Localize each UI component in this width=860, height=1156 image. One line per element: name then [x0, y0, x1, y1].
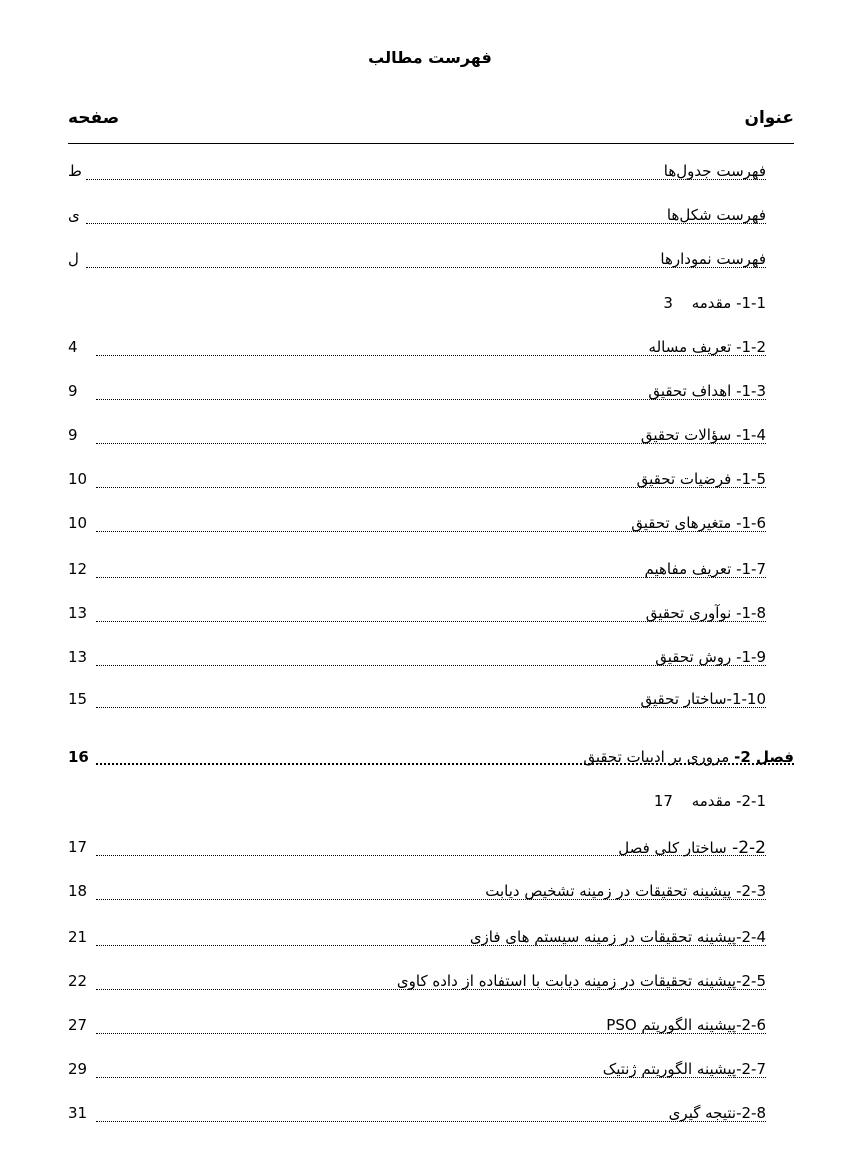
toc-entry-number: 1-7- — [736, 560, 766, 578]
toc-entry-number: 2-8- — [736, 1104, 766, 1122]
toc-entry-text — [646, 382, 766, 400]
toc-entry-title: مقدمه — [691, 792, 732, 810]
toc-entry-text — [601, 1060, 766, 1078]
page-column-header: صفحه — [68, 108, 120, 128]
toc-entry-text — [652, 792, 766, 810]
toc-entry-page: ل — [68, 250, 79, 268]
toc-entry-page: 9 — [68, 382, 78, 400]
toc-entry-title: نوآوری تحقیق — [645, 604, 732, 622]
dot-leader — [96, 531, 766, 532]
toc-entry[interactable] — [68, 1104, 766, 1128]
dot-leader — [96, 355, 766, 356]
toc-entry-page: 22 — [68, 972, 88, 990]
toc-entry[interactable] — [68, 514, 766, 538]
toc-entry[interactable] — [68, 162, 766, 186]
toc-entry-title: ساختار تحقیق — [640, 690, 727, 708]
toc-entry-number: 2-4- — [736, 928, 766, 946]
toc-entry[interactable] — [68, 690, 766, 714]
toc-entry-title: سؤالات تحقیق — [640, 426, 732, 444]
toc-entry-number: 2-2- — [732, 838, 766, 858]
dot-leader — [96, 443, 766, 444]
toc-entry-text: فهرست شکل‌ها — [666, 206, 766, 224]
toc-entry-title: تعریف مفاهیم — [644, 560, 732, 578]
toc-entry-title: پیشینه الگوریتم ژنتیک — [602, 1060, 737, 1078]
toc-entry-page: 17 — [68, 838, 88, 856]
header-rule — [68, 143, 794, 144]
toc-entry[interactable] — [68, 882, 766, 906]
toc-entry-page: 16 — [68, 748, 89, 766]
toc-entry-title: روش تحقیق — [655, 648, 732, 666]
dot-leader — [96, 989, 766, 990]
toc-entry-title: مقدمه — [691, 294, 732, 312]
toc-entry-title: پیشینه تحقیقات در زمینه سیستم های فازی — [469, 928, 737, 946]
toc-entry-title: متغیرهای تحقیق — [631, 514, 732, 532]
toc-entry[interactable] — [68, 928, 766, 952]
toc-entry-title: تعریف مساله — [648, 338, 732, 356]
toc-chapter-entry[interactable] — [68, 748, 794, 772]
toc-entry-title: اهداف تحقیق — [648, 382, 732, 400]
toc-entry[interactable] — [68, 382, 766, 406]
toc-entry-text — [629, 514, 766, 532]
dot-leader — [86, 223, 766, 224]
toc-entry-page: ط — [68, 162, 82, 180]
toc-entry[interactable] — [68, 294, 766, 318]
dot-leader — [96, 1121, 766, 1122]
toc-entry-page: 13 — [68, 604, 88, 622]
title-column-header: عنوان — [744, 108, 794, 128]
toc-entry-number: 2-5- — [736, 972, 766, 990]
toc-entry-page: 4 — [68, 338, 78, 356]
toc-entry-page: 13 — [68, 648, 88, 666]
toc-entry[interactable] — [68, 426, 766, 450]
dot-leader — [96, 1033, 766, 1034]
toc-entry[interactable] — [68, 250, 766, 274]
toc-entry-number: 1-2- — [736, 338, 766, 356]
toc-entry[interactable] — [68, 470, 766, 494]
toc-entry-title: مروری بر ادبیات تحقیق — [583, 748, 730, 766]
dot-leader — [96, 855, 766, 856]
toc-entry-page: 27 — [68, 1016, 88, 1034]
toc-entry-page: 15 — [68, 690, 88, 708]
toc-entry[interactable] — [68, 972, 766, 996]
toc-entry[interactable] — [68, 838, 766, 862]
toc-entry-text: فهرست جدول‌ها — [663, 162, 766, 180]
toc-entry-text — [639, 426, 766, 444]
toc-entry-number: فصل 2- — [734, 748, 794, 766]
toc-entry-text — [647, 338, 766, 356]
toc-entry-title: پیشینه تحقیقات در زمینه تشخیص دیابت — [485, 882, 732, 900]
toc-entry-number: 1-3- — [736, 382, 766, 400]
toc-entry-text — [653, 648, 766, 666]
toc-entry-page: 10 — [68, 470, 88, 488]
toc-entry-page: 9 — [68, 426, 78, 444]
toc-entry-page: 18 — [68, 882, 88, 900]
toc-entry-text — [639, 690, 766, 708]
toc-entry[interactable] — [68, 1060, 766, 1084]
toc-entry[interactable] — [68, 648, 766, 672]
toc-entry-number: 2-3- — [736, 882, 766, 900]
toc-entry-text — [483, 882, 766, 900]
toc-entry-title: پیشینه تحقیقات در زمینه دیابت با استفاده از داده کاوی — [396, 972, 737, 990]
toc-entry-text — [604, 1016, 766, 1034]
toc-entry-text — [468, 928, 766, 946]
toc-entry-page: 12 — [68, 560, 88, 578]
dot-leader — [96, 399, 766, 400]
toc-entry-text: فهرست نمودارها — [660, 250, 766, 268]
toc-entry-number: 1-9- — [736, 648, 766, 666]
toc-entry-text — [635, 470, 766, 488]
toc-entry-text — [644, 604, 766, 622]
toc-entry[interactable] — [68, 560, 766, 584]
toc-entry-number: 1-4- — [736, 426, 766, 444]
toc-entry[interactable] — [68, 792, 766, 816]
toc-entry-number: 1-8- — [736, 604, 766, 622]
toc-entry[interactable] — [68, 338, 766, 362]
dot-leader — [96, 707, 766, 708]
toc-entry[interactable] — [68, 604, 766, 628]
dot-leader — [86, 179, 766, 180]
toc-entry-page: ی — [68, 206, 80, 224]
toc-entry-text — [643, 560, 766, 578]
toc-entry-number: 2-7- — [736, 1060, 766, 1078]
toc-entry-number: 1-5- — [736, 470, 766, 488]
toc-entry-page: 17 — [653, 792, 673, 810]
toc-entry-text — [395, 972, 766, 990]
dot-leader — [96, 665, 766, 666]
dot-leader — [96, 763, 794, 765]
toc-entry[interactable] — [68, 1016, 766, 1040]
toc-entry-title: ساختار کلی فصل — [618, 839, 727, 857]
toc-entry-page: 10 — [68, 514, 88, 532]
toc-entry-page: 31 — [68, 1104, 88, 1122]
dot-leader — [96, 577, 766, 578]
toc-entry-title: فرضیات تحقیق — [636, 470, 732, 488]
toc-entry[interactable] — [68, 206, 766, 230]
toc-entry-number: 2-6- — [736, 1016, 766, 1034]
dot-leader — [86, 267, 766, 268]
toc-entry-number: 1-10- — [726, 690, 766, 708]
toc-entry-number: 2-1- — [736, 792, 766, 810]
toc-entry-title: نتیجه گیری — [668, 1104, 737, 1122]
dot-leader — [96, 621, 766, 622]
toc-entry-title: پیشینه الگوریتم PSO — [606, 1016, 737, 1034]
toc-entry-number: 1-6- — [736, 514, 766, 532]
toc-entry-text — [661, 294, 766, 312]
dot-leader — [96, 1077, 766, 1078]
dot-leader — [96, 899, 766, 900]
toc-entry-number: 1-1- — [736, 294, 766, 312]
dot-leader — [96, 945, 766, 946]
toc-entry-text — [667, 1104, 766, 1122]
toc-entry-page: 3 — [663, 294, 673, 312]
page-title: فهرست مطالب — [368, 48, 492, 67]
toc-entry-page: 29 — [68, 1060, 88, 1078]
toc-entry-page: 21 — [68, 928, 88, 946]
dot-leader — [96, 487, 766, 488]
